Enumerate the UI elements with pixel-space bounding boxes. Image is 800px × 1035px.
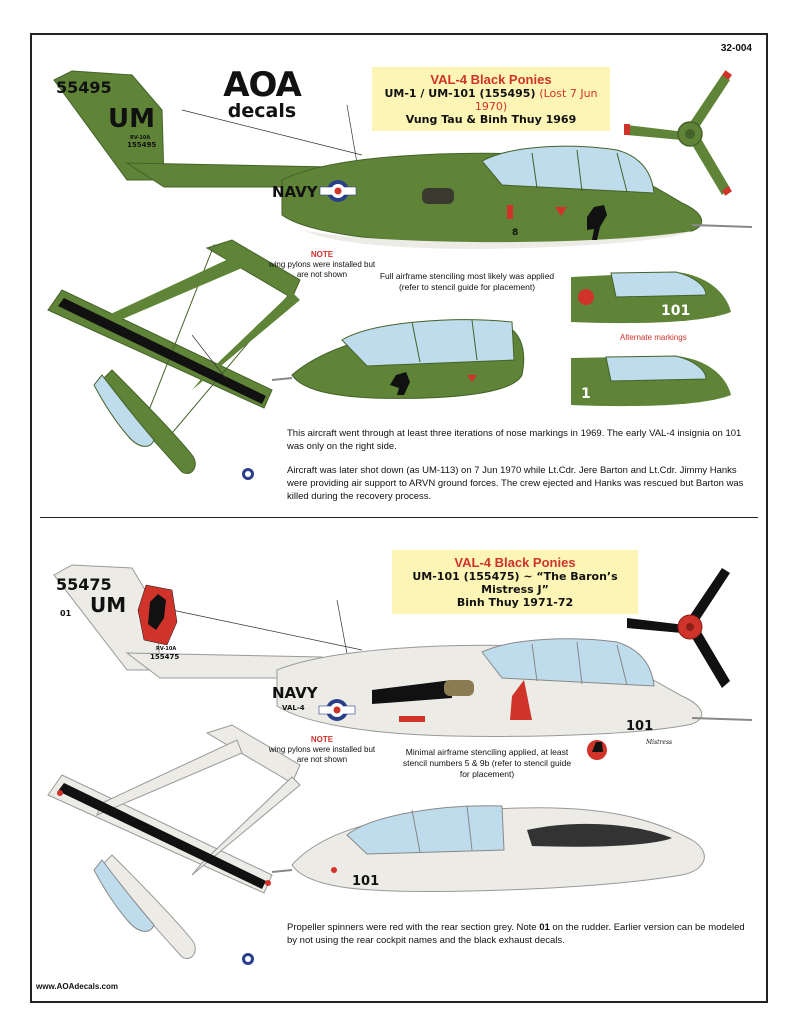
logo-top-text: AOA <box>223 65 301 105</box>
scheme1-tail-bureau: 155495 <box>127 141 157 149</box>
scheme2-tail-code: UM <box>90 593 127 617</box>
scheme2-note-body: wing pylons were installed but are not shown <box>268 745 376 764</box>
scheme2-squadron-text: VAL-4 <box>282 704 305 712</box>
scheme1-nose-number: 8 <box>512 228 519 238</box>
scheme1-title: VAL-4 Black Ponies <box>430 72 552 87</box>
scheme2-propeller-icon <box>622 553 752 703</box>
scheme2-text-block <box>287 921 757 958</box>
scheme2-nose-closeup <box>272 790 722 900</box>
scheme1-line2: Vung Tau & Binh Thuy 1969 <box>405 113 577 126</box>
scheme1-paragraph-1: This aircraft went through at least three iterations of nose markings in 1969. The early VAL-4 insignia on 101 was only on the right side. <box>287 428 742 452</box>
scheme1-paragraph-2: Aircraft was later shot down (as UM-113) on 7 Jun 1970 while Lt.Cdr. Jere Barton and Lt.Cdr. Jimmy Hanks were providing air support to ARVN ground forces. The crew ejected and Hanks was rescued but Barton was killed during the recovery process. <box>287 465 744 502</box>
scheme2-line2: Binh Thuy 1971-72 <box>456 596 574 609</box>
scheme2-line1: UM-101 (155475) ~ “The Baron’s Mistress J” <box>412 570 618 596</box>
scheme2-tail-small: RV-10A <box>156 646 177 652</box>
scheme2-nose-number: 101 <box>626 719 654 734</box>
scheme2-title: VAL-4 Black Ponies <box>454 555 576 570</box>
website-link[interactable]: www.AOAdecals.com <box>36 982 118 991</box>
scheme1-fuselage-text: NAVY <box>272 183 318 201</box>
scheme1-nose-closeup <box>272 300 532 410</box>
scheme1-serial: UM-1 / UM-101 (155495) <box>384 87 536 100</box>
scheme2-fuselage-text: NAVY <box>272 684 318 702</box>
scheme1-propeller-icon <box>622 60 752 210</box>
scheme1-tail-number: 55495 <box>56 78 112 97</box>
logo-bottom-text: decals <box>227 100 297 122</box>
scheme2-tail-bureau: 155475 <box>150 653 180 661</box>
scheme2-note-head: NOTE <box>310 735 334 744</box>
section-divider <box>40 517 758 518</box>
scheme1-note-head: NOTE <box>310 250 334 259</box>
scheme2-bold-word: 01 <box>539 922 550 933</box>
scheme1-tail-code: UM <box>108 104 155 134</box>
scheme2-tail-side: 01 <box>60 609 72 618</box>
scheme1-alt-nose-number-1: 101 <box>661 303 691 319</box>
scheme1-note-body: wing pylons were installed but are not shown <box>268 260 376 279</box>
scheme2-caption: Minimal airframe stenciling applied, at least stencil numbers 5 & 9b (refer to stencil guide for placement) <box>402 747 572 779</box>
scheme2-tail-number: 55475 <box>56 575 112 594</box>
scheme1-alt-nose-number-2: 1 <box>581 386 591 402</box>
scheme2-note <box>262 735 382 765</box>
scheme1-caption: Full airframe stenciling most likely was applied (refer to stencil guide for placement) <box>379 271 555 292</box>
scheme2-profile-number: 101 <box>352 874 380 889</box>
scheme1-alternate-label: Alternate markings <box>620 333 687 342</box>
decal-sheet <box>30 33 768 1003</box>
scheme1-text-block <box>287 427 752 514</box>
scheme2-paragraph: Propeller spinners were red with the rear section grey. Note 01 on the rudder. Earlier version can be modeled by not using the rear cockpit names and the black exhaust decals. <box>287 922 745 946</box>
scheme2-nose-name: Mistress <box>646 739 673 746</box>
scheme1-alternate-nose-2 <box>566 353 766 413</box>
scheme1-note <box>262 250 382 280</box>
sheet-number: 32-004 <box>720 43 752 54</box>
scheme1-lost-note: (Lost 7 Jun 1970) <box>474 87 598 113</box>
scheme1-tail-small: RV-10A <box>130 135 151 141</box>
